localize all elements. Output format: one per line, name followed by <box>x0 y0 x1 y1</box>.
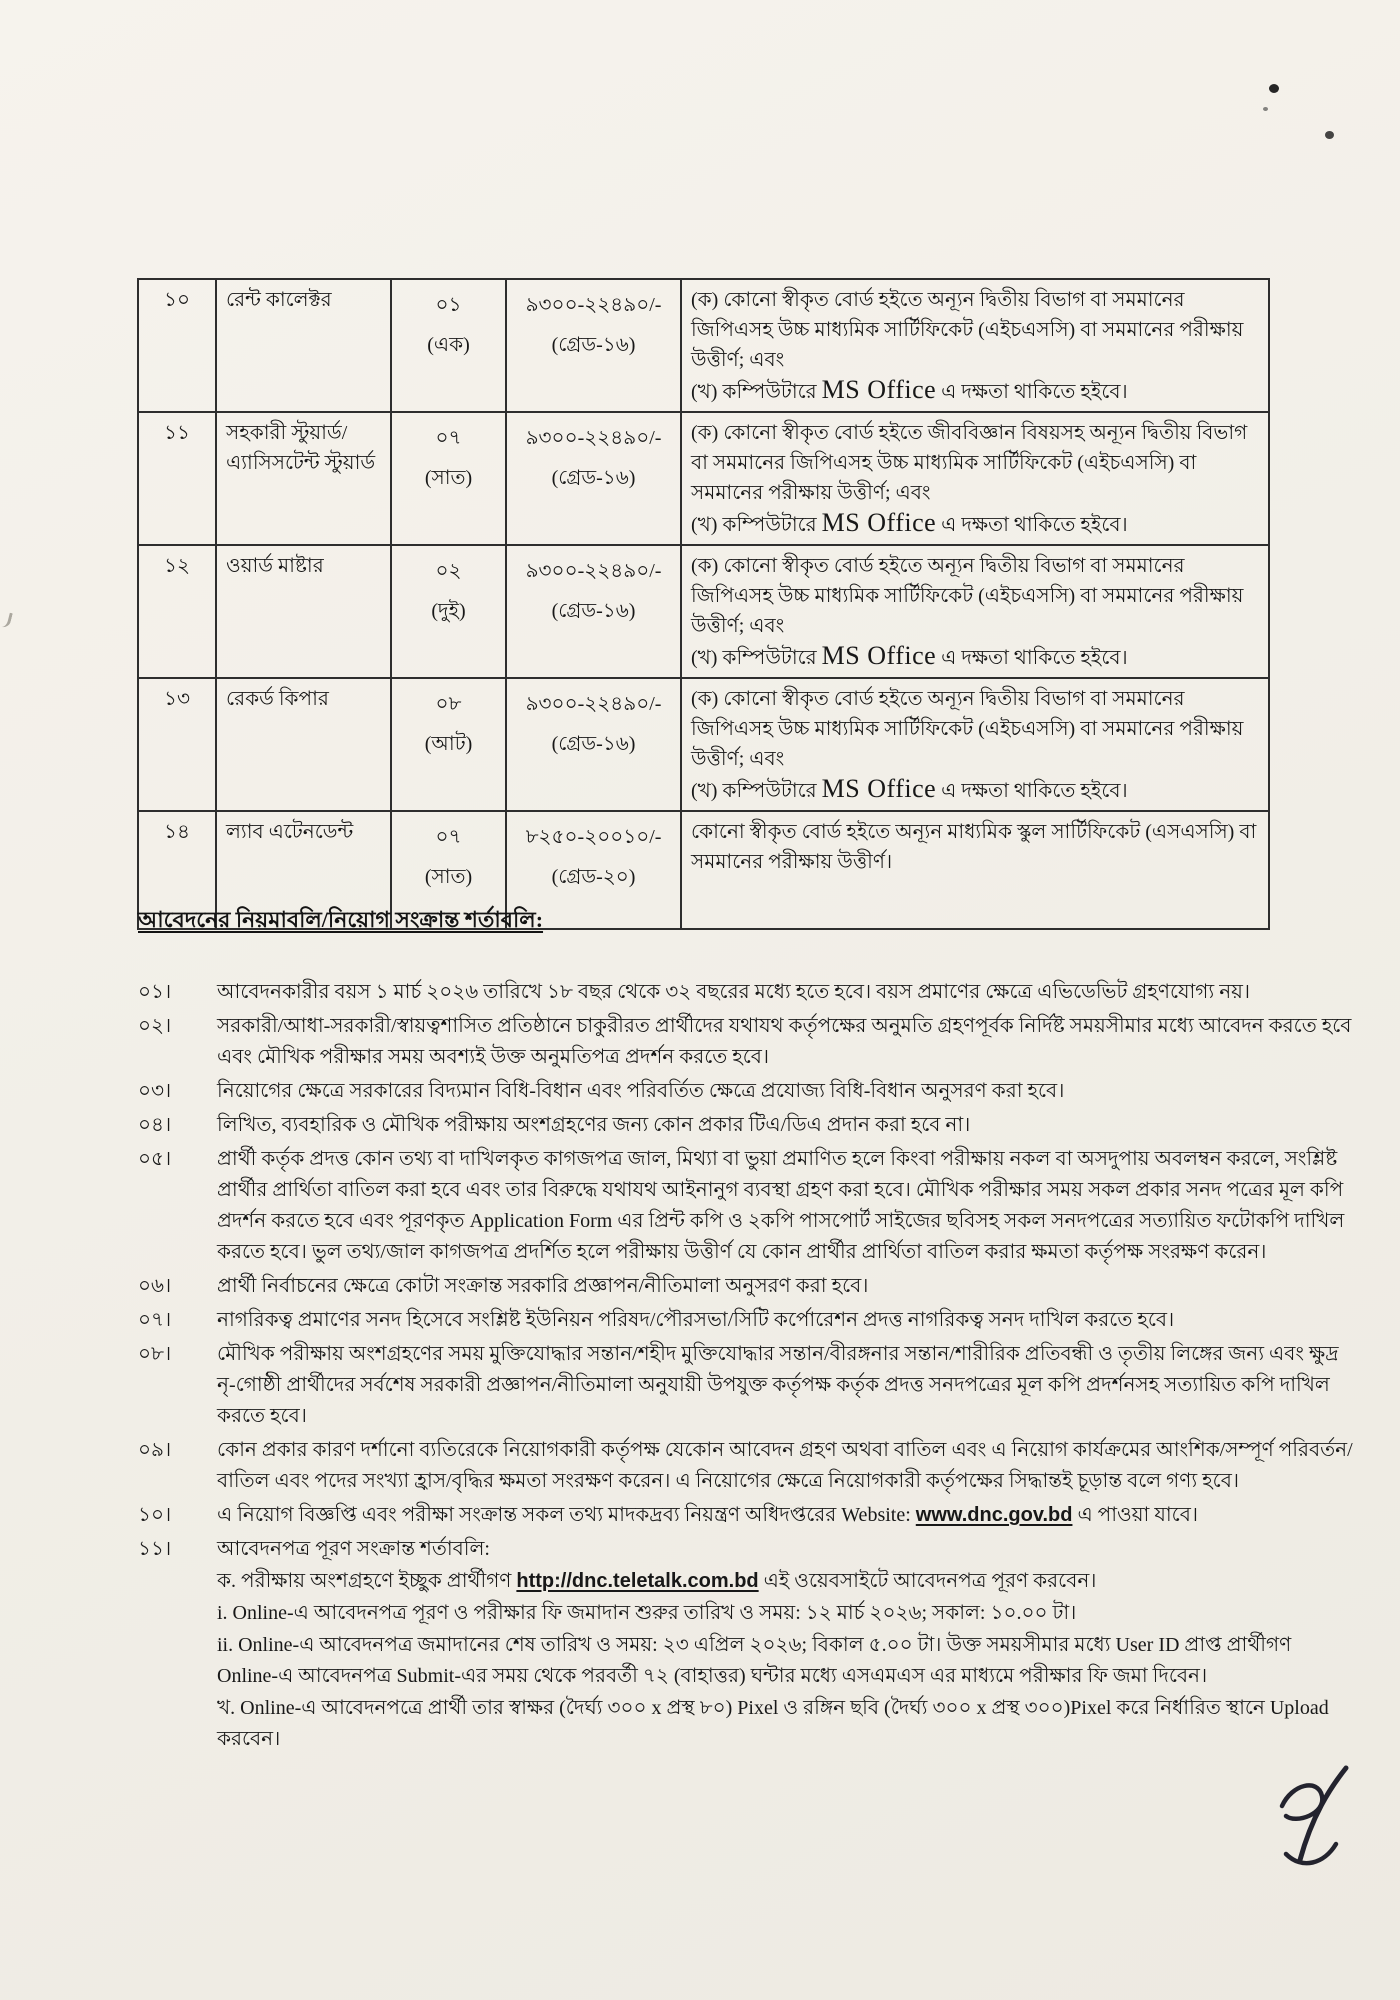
ink-speck <box>1269 84 1279 93</box>
dnc-website-link: www.dnc.gov.bd <box>915 1504 1073 1526</box>
item-number: ০৭। <box>138 1309 172 1331</box>
table-row <box>138 412 1269 545</box>
posts-words: (দুই) <box>431 600 466 622</box>
item-text: প্রার্থী কর্তৃক প্রদত্ত কোন তথ্য বা দাখিলকৃত কাগজপত্র জাল, মিথ্যা বা ভুয়া প্রমাণিত হলে কিংবা পরীক্ষায় নকল বা অসদুপায় অবলম্বন করলে, সংশ্লিষ্ট প্রার্থীর প্রার্থিতা বাতিল করা হবে এবং তার বিরুদ্ধে যথাযথ আইনানুগ ব্যবস্থা গ্রহণ করা হবে। মৌখিক পরীক্ষার সময় সকল প্রকার সনদ পত্রের মূল কপি প্রদর্শন করতে হবে এবং পূরণকৃত Application Form এর প্রিন্ট কপি ও ২কপি পাসপোর্ট সাইজের ছবিসহ সকল সনদপত্রের সত্যায়িত ফটোকপি দাখিল করতে হবে। ভুল তথ্য/জাল কাগজপত্র প্রদর্শিত হলে পরীক্ষায় উত্তীর্ণ যে কোন প্রার্থীর প্রার্থিতা বাতিল করার ক্ষমতা কর্তৃপক্ষ সংরক্ষণ করেন। <box>217 1148 1345 1263</box>
cell-posts <box>391 279 506 412</box>
page-edge-mark <box>0 611 13 629</box>
posts-words: (সাত) <box>424 467 473 489</box>
cell-qualification <box>681 811 1269 929</box>
qual-b-suffix: এ দক্ষতা থাকিতে হইবে। <box>936 647 1128 669</box>
qualification-part-a: (ক) কোনো স্বীকৃত বোর্ড হইতে অন্যূন দ্বিতীয় বিভাগ বা সমমানের জিপিএসহ উচ্চ মাধ্যমিক সার্টিফিকেট (এইচএসসি) বা সমমানের পরীক্ষায় উত্তীর্ণ; এবং <box>691 688 1244 770</box>
conditions-list <box>138 977 1356 1758</box>
cell-serial: ১৪ <box>138 811 216 929</box>
sub-item-ka-suffix: এই ওয়েবসাইটে আবেদনপত্র পূরণ করবেন। <box>758 1570 1097 1592</box>
item-text: কোন প্রকার কারণ দর্শানো ব্যতিরেকে নিয়োগকারী কর্তৃপক্ষ যেকোন আবেদন গ্রহণ অথবা বাতিল এবং এ নিয়োগ কার্যক্রমের আংশিক/সম্পূর্ণ পরিবর্তন/বাতিল এবং পদের সংখ্যা হ্রাস/বৃদ্ধির ক্ষমতা সংরক্ষণ করেন। এ নিয়োগের ক্ষেত্রে নিয়োগকারী কর্তৃপক্ষের সিদ্ধান্তই চূড়ান্ত বলে গণ্য হবে। <box>217 1439 1353 1492</box>
salary-grade: (গ্রেড-২০) <box>551 866 636 888</box>
sub-item-kha: খ. Online-এ আবেদনপত্রে প্রার্থী তার স্বাক্ষর (দৈর্ঘ্য ৩০০ x প্রস্থ ৮০) Pixel ও রঙ্গিন ছবি (দৈর্ঘ্য ৩০০ x প্রস্থ ৩০০)Pixel করে নির্ধারিত স্থানে Upload করবেন। <box>217 1697 1329 1750</box>
sub-item-i: i. Online-এ আবেদনপত্র পূরণ ও পরীক্ষার ফি জমাদান শুরুর তারিখ ও সময়: ১২ মার্চ ২০২৬; সকাল: ১০.০০ টা। <box>217 1602 1077 1624</box>
sub-item-ka <box>217 1566 1356 1597</box>
cell-salary <box>506 279 681 412</box>
posts-words: (সাত) <box>424 866 473 888</box>
qual-b-suffix: এ দক্ষতা থাকিতে হইবে। <box>936 780 1128 802</box>
list-item <box>138 1076 1356 1107</box>
list-item <box>138 1144 1356 1268</box>
item-text-prefix: এ নিয়োগ বিজ্ঞপ্তি এবং পরীক্ষা সংক্রান্ত সকল তথ্য মাদকদ্রব্য নিয়ন্ত্রণ অধিদপ্তরের Website: <box>217 1504 916 1526</box>
item-number: ০২। <box>138 1015 172 1037</box>
posts-words: (এক) <box>427 334 470 356</box>
cell-posts <box>391 678 506 811</box>
posts-words: (আট) <box>424 733 473 755</box>
cell-posts <box>391 545 506 678</box>
cell-position: রেন্ট কালেক্টর <box>216 279 391 412</box>
teletalk-website-link: http://dnc.teletalk.com.bd <box>516 1570 759 1592</box>
cell-qualification <box>681 279 1269 412</box>
item-text: নাগরিকত্ব প্রমাণের সনদ হিসেবে সংশ্লিষ্ট ইউনিয়ন পরিষদ/পৌরসভা/সিটি কর্পোরেশন প্রদত্ত নাগরিকত্ব সনদ দাখিল করতে হবে। <box>217 1309 1175 1331</box>
cell-position: ওয়ার্ড মাষ্টার <box>216 545 391 678</box>
cell-serial: ১০ <box>138 279 216 412</box>
cell-serial: ১১ <box>138 412 216 545</box>
list-item <box>138 977 1356 1008</box>
cell-salary <box>506 545 681 678</box>
vacancy-table <box>137 278 1270 930</box>
table-row <box>138 279 1269 412</box>
cell-qualification <box>681 545 1269 678</box>
cell-serial: ১৩ <box>138 678 216 811</box>
qualification-part-a: (ক) কোনো স্বীকৃত বোর্ড হইতে জীববিজ্ঞান বিষয়সহ অন্যূন দ্বিতীয় বিভাগ বা সমমানের জিপিএসহ উচ্চ মাধ্যমিক সার্টিফিকেট (এইচএসসি) বা সমমানের পরীক্ষায় উত্তীর্ণ; এবং <box>691 422 1248 504</box>
qualification-part-a: (ক) কোনো স্বীকৃত বোর্ড হইতে অন্যূন দ্বিতীয় বিভাগ বা সমমানের জিপিএসহ উচ্চ মাধ্যমিক সার্টিফিকেট (এইচএসসি) বা সমমানের পরীক্ষায় উত্তীর্ণ; এবং <box>691 555 1244 637</box>
ink-speck <box>1263 107 1268 111</box>
item-number: ০১। <box>138 981 172 1003</box>
salary-grade: (গ্রেড-১৬) <box>551 600 636 622</box>
item-number: ১১। <box>138 1538 172 1560</box>
section-heading: আবেদনের নিয়মাবলি/নিয়োগ সংক্রান্ত শর্তাবলি: <box>138 907 544 932</box>
salary-scale: ৯৩০০-২২৪৯০/- <box>525 560 662 582</box>
handwritten-signature <box>1248 1762 1378 1877</box>
item-text: প্রার্থী নির্বাচনের ক্ষেত্রে কোটা সংক্রান্ত সরকারি প্রজ্ঞাপন/নীতিমালা অনুসরণ করা হবে। <box>217 1275 869 1297</box>
qualification-part-b <box>691 774 1259 806</box>
posts-count: ০১ <box>435 294 462 316</box>
qualification-part-b <box>691 375 1259 407</box>
salary-scale: ৮২৫০-২০০১০/- <box>525 826 662 848</box>
qual-b-suffix: এ দক্ষতা থাকিতে হইবে। <box>936 514 1128 536</box>
item-text <box>217 1500 1356 1531</box>
list-item <box>138 1305 1356 1336</box>
ink-speck <box>1325 131 1334 139</box>
cell-serial: ১২ <box>138 545 216 678</box>
posts-count: ০৭ <box>435 826 462 848</box>
qual-b-prefix: (খ) কম্পিউটারে <box>691 647 822 669</box>
item-text: আবেদনকারীর বয়স ১ মার্চ ২০২৬ তারিখে ১৮ বছর থেকে ৩২ বছরের মধ্যে হতে হবে। বয়স প্রমাণের ক্ষেত্রে এভিডেভিট গ্রহণযোগ্য নয়। <box>217 981 1251 1003</box>
cell-salary <box>506 412 681 545</box>
sub-conditions-heading: আবেদনপত্র পূরণ সংক্রান্ত শর্তাবলি: <box>217 1538 490 1560</box>
qual-b-suffix: এ দক্ষতা থাকিতে হইবে। <box>936 381 1128 403</box>
item-number: ১০। <box>138 1504 172 1526</box>
posts-count: ০৭ <box>435 427 462 449</box>
cell-salary <box>506 678 681 811</box>
sub-item-ii: ii. Online-এ আবেদনপত্র জমাদানের শেষ তারিখ ও সময়: ২৩ এপ্রিল ২০২৬; বিকাল ৫.০০ টা। উক্ত সময়সীমার মধ্যে User ID প্রাপ্ত প্রার্থীগণ Online-এ আবেদনপত্র Submit-এর সময় থেকে পরবর্তী ৭২ (বাহাত্তর) ঘন্টার মধ্যে এসএমএস এর মাধ্যমে পরীক্ষার ফি জমা দিবেন। <box>217 1634 1292 1687</box>
cell-posts <box>391 412 506 545</box>
item-text: সরকারী/আধা-সরকারী/স্বায়ত্বশাসিত প্রতিষ্ঠানে চাকুরীরত প্রার্থীদের যথাযথ কর্তৃপক্ষের অনুমতি গ্রহণপূর্বক নির্দিষ্ট সময়সীমার মধ্যে আবেদন করতে হবে এবং মৌখিক পরীক্ষার সময় অবশ্যই উক্ত অনুমতিপত্র প্রদর্শন করতে হবে। <box>217 1015 1352 1068</box>
cell-position: ল্যাব এটেনডেন্ট <box>216 811 391 929</box>
item-text-suffix: এ পাওয়া যাবে। <box>1072 1504 1198 1526</box>
qualification-part-a: কোনো স্বীকৃত বোর্ড হইতে অন্যূন মাধ্যমিক স্কুল সার্টিফিকেট (এসএসসি) বা সমমানের পরীক্ষায় উত্তীর্ণ। <box>691 821 1257 873</box>
item-number: ০৩। <box>138 1080 172 1102</box>
qual-b-prefix: (খ) কম্পিউটারে <box>691 514 822 536</box>
list-item <box>138 1271 1356 1302</box>
list-item <box>138 1500 1356 1531</box>
item-number: ০৪। <box>138 1114 172 1136</box>
posts-count: ০২ <box>435 560 462 582</box>
list-item <box>138 1011 1356 1073</box>
salary-scale: ৯৩০০-২২৪৯০/- <box>525 693 662 715</box>
cell-position: সহকারী স্টুয়ার্ড/এ্যাসিসটেন্ট স্টুয়ার্ড <box>216 412 391 545</box>
qualification-part-a: (ক) কোনো স্বীকৃত বোর্ড হইতে অন্যূন দ্বিতীয় বিভাগ বা সমমানের জিপিএসহ উচ্চ মাধ্যমিক সার্টিফিকেট (এইচএসসি) বা সমমানের পরীক্ষায় উত্তীর্ণ; এবং <box>691 289 1244 371</box>
ms-office-text: MS Office <box>821 774 937 803</box>
qual-b-prefix: (খ) কম্পিউটারে <box>691 780 822 802</box>
cell-qualification <box>681 678 1269 811</box>
qual-b-prefix: (খ) কম্পিউটারে <box>691 381 822 403</box>
table-row <box>138 678 1269 811</box>
qualification-part-b <box>691 641 1259 673</box>
item-number: ০৮। <box>138 1343 172 1365</box>
item-number: ০৫। <box>138 1148 172 1170</box>
ms-office-text: MS Office <box>821 641 937 670</box>
salary-grade: (গ্রেড-১৬) <box>551 334 636 356</box>
item-text: মৌখিক পরীক্ষায় অংশগ্রহণের সময় মুক্তিযোদ্ধার সন্তান/শহীদ মুক্তিযোদ্ধার সন্তান/বীরঙ্গনার সন্তান/শারীরিক প্রতিবন্ধী ও তৃতীয় লিঙ্গের জন্য এবং ক্ষুদ্র নৃ-গোষ্ঠী প্রার্থীদের সর্বশেষ সরকারী প্রজ্ঞাপন/নীতিমালা অনুযায়ী উপযুক্ত কর্তৃপক্ষ কর্তৃক প্রদত্ত সনদপত্রের মূল কপি প্রদর্শনসহ সত্যায়িত কপি দাখিল করতে হবে। <box>217 1343 1339 1427</box>
table-row <box>138 545 1269 678</box>
cell-position: রেকর্ড কিপার <box>216 678 391 811</box>
salary-grade: (গ্রেড-১৬) <box>551 733 636 755</box>
posts-count: ০৮ <box>435 693 462 715</box>
sub-item-ka-prefix: ক. পরীক্ষায় অংশগ্রহণে ইচ্ছুক প্রার্থীগণ <box>217 1570 517 1592</box>
qualification-part-b <box>691 508 1259 540</box>
list-item <box>138 1435 1356 1497</box>
salary-grade: (গ্রেড-১৬) <box>551 467 636 489</box>
item-text: লিখিত, ব্যবহারিক ও মৌখিক পরীক্ষায় অংশগ্রহণের জন্য কোন প্রকার টিএ/ডিএ প্রদান করা হবে না। <box>217 1114 971 1136</box>
list-item <box>138 1339 1356 1432</box>
item-text: নিয়োগের ক্ষেত্রে সরকারের বিদ্যমান বিধি-বিধান এবং পরিবর্তিত ক্ষেত্রে প্রযোজ্য বিধি-বিধান অনুসরণ করা হবে। <box>217 1080 1065 1102</box>
item-number: ০৯। <box>138 1439 172 1461</box>
list-item <box>138 1534 1356 1755</box>
ms-office-text: MS Office <box>821 508 937 537</box>
item-text <box>217 1534 1356 1755</box>
salary-scale: ৯৩০০-২২৪৯০/- <box>525 427 662 449</box>
ms-office-text: MS Office <box>821 375 937 404</box>
item-number: ০৬। <box>138 1275 172 1297</box>
list-item <box>138 1110 1356 1141</box>
cell-qualification <box>681 412 1269 545</box>
salary-scale: ৯৩০০-২২৪৯০/- <box>525 294 662 316</box>
